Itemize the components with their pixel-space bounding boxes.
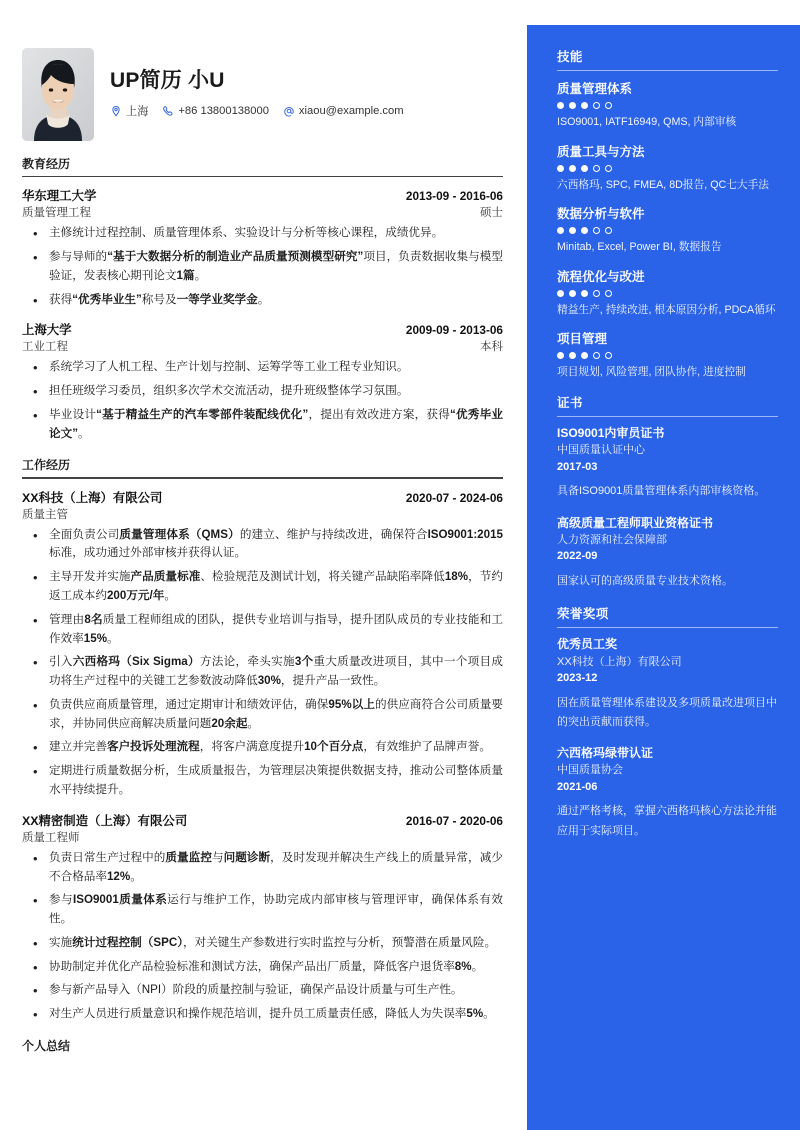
skill-rating: [557, 102, 778, 109]
list-item: • 建立并完善客户投诉处理流程，将客户满意度提升10个百分点，有效维护了品牌声誉。: [22, 738, 503, 757]
list-item: • 参与ISO9001质量体系运行与维护工作，协助完成内部审核与管理评审，确保体系有效性。: [22, 891, 503, 929]
award-date: 2023-12: [557, 672, 598, 685]
list-item: • 协助制定并优化产品检验标准和测试方法，确保产品出厂质量，降低客户退货率8%。: [22, 958, 503, 977]
skill-detail: 六西格玛, SPC, FMEA, 8D报告, QC七大手法: [557, 178, 769, 191]
skill-rating: [557, 165, 778, 172]
education-entry: [22, 186, 503, 309]
list-item: • 负责日常生产过程中的质量监控与问题诊断，及时发现并解决生产线上的质量异常，减少不合格品率12%。: [22, 849, 503, 887]
entry-header: [22, 488, 503, 506]
section-work: [22, 456, 503, 1024]
profile-header: [22, 48, 503, 141]
contact-location: [110, 103, 148, 119]
award-description: 因在质量管理体系建设及多项质量改进项目中的突出贡献而获得。: [557, 696, 777, 728]
divider: [22, 176, 503, 177]
award-issuer: XX科技（上海）有限公司: [557, 655, 682, 668]
degree: 硕士: [480, 207, 503, 220]
school-name: 华东理工大学: [22, 189, 97, 204]
section-education: [22, 155, 503, 443]
award-issuer: 中国质量协会: [557, 764, 623, 777]
sidebar: [527, 25, 800, 1130]
company-name: XX科技（上海）有限公司: [22, 490, 163, 505]
certificate-title: 高级质量工程师职业资格证书: [557, 515, 714, 530]
job-title: 质量工程师: [22, 831, 80, 844]
work-date: 2020-07 - 2024-06: [405, 490, 503, 505]
skill-level-dot: [569, 227, 576, 234]
list-item: • 毕业设计“基于精益生产的汽车零部件装配线优化”，提出有效改进方案，获得“优秀毕业论文”。: [22, 406, 503, 444]
list-item: • 参与新产品导入（NPI）阶段的质量控制与验证，确保产品设计质量与可生产性。: [22, 981, 503, 1000]
skill-rating: [557, 290, 778, 297]
awards-list: [557, 636, 778, 841]
skills-list: [557, 79, 778, 381]
skill-item: [557, 267, 778, 319]
sidebar-title-awards: 荣誉奖项: [557, 607, 609, 622]
section-title-education: 教育经历: [22, 157, 71, 171]
certificate-issuer: 人力资源和社会保障部: [557, 533, 667, 546]
identity-block: [110, 48, 404, 119]
entry-header: [22, 320, 503, 338]
list-item: • 引入六西格玛（Six Sigma）方法论，牵头实施3个重大质量改进项目，其中一个项目成功将生产过程中的关键工艺参数波动降低30%，提升产品一致性。: [22, 653, 503, 691]
skill-rating: [557, 227, 778, 234]
location-pin-icon: [110, 105, 122, 117]
education-entry: [22, 320, 503, 443]
work-entry: [22, 811, 503, 1024]
divider: [557, 70, 778, 71]
sidebar-title-certificates: 证书: [557, 395, 583, 410]
award-title: 优秀员工奖: [557, 637, 618, 652]
award-description: 通过严格考核，掌握六西格玛核心方法论并能应用于实际项目。: [557, 805, 777, 837]
certificate-date: 2017-03: [557, 460, 598, 473]
contact-row: [110, 103, 404, 119]
list-item: • 主修统计过程控制、质量管理体系、实验设计与分析等核心课程，成绩优异。: [22, 224, 503, 243]
entry-subheader: [22, 829, 503, 845]
entry-header: [22, 186, 503, 204]
bullet-list: [22, 358, 503, 443]
certificate-description: 国家认可的高级质量专业技术资格。: [557, 574, 733, 587]
list-item: • 对生产人员进行质量意识和操作规范培训，提升员工质量责任感，降低人为失误率5%。: [22, 1005, 503, 1024]
major: 工业工程: [22, 341, 68, 354]
divider: [557, 416, 778, 417]
skill-level-dot: [593, 352, 600, 359]
skill-level-dot: [605, 102, 612, 109]
entry-header: [22, 811, 503, 829]
phone-text: +86 13800138000: [178, 105, 269, 117]
skill-level-dot: [569, 102, 576, 109]
page-title: UP简历 小U: [110, 69, 225, 92]
skill-detail: 精益生产, 持续改进, 根本原因分析, PDCA循环: [557, 303, 776, 316]
section-title-summary: 个人总结: [22, 1039, 71, 1054]
skill-item: [557, 79, 778, 131]
skill-level-dot: [557, 102, 564, 109]
list-item: • 参与导师的“基于大数据分析的制造业产品质量预测模型研究”项目，负责数据收集与模型验证，发表核心期刊论文1篇。: [22, 248, 503, 286]
certificate-title: ISO9001内审员证书: [557, 425, 665, 440]
bullet-list: [22, 224, 503, 309]
list-item: • 担任班级学习委员，组织多次学术交流活动，提升班级整体学习氛围。: [22, 382, 503, 401]
skill-level-dot: [593, 102, 600, 109]
education-date: 2009-09 - 2013-06: [405, 323, 503, 338]
phone-icon: [162, 105, 174, 117]
skill-name: 流程优化与改进: [557, 269, 645, 284]
section-title-work: 工作经历: [22, 458, 71, 473]
divider: [557, 627, 778, 628]
skill-detail: 项目规划, 风险管理, 团队协作, 进度控制: [557, 366, 746, 379]
skill-detail: ISO9001, IATF16949, QMS, 内部审核: [557, 116, 737, 128]
list-item: • 负责供应商质量管理，通过定期审计和绩效评估，确保95%以上的供应商符合公司质量要求，并协同供应商解决质量问题20余起。: [22, 696, 503, 734]
company-name: XX精密制造（上海）有限公司: [22, 813, 188, 828]
work-list: [22, 488, 503, 1024]
skill-detail: Minitab, Excel, Power BI, 数据报告: [557, 241, 722, 254]
bullet-list: [22, 849, 503, 1024]
skill-level-dot: [581, 290, 588, 297]
list-item: • 管理由8名质量工程师组成的团队，提供专业培训与指导，提升团队成员的专业技能和工作效率15%。: [22, 611, 503, 649]
location-text: 上海: [126, 106, 149, 118]
skill-name: 质量工具与方法: [557, 144, 645, 159]
list-item: • 系统学习了人机工程、生产计划与控制、运筹学等工业工程专业知识。: [22, 358, 503, 377]
skill-level-dot: [557, 227, 564, 234]
award-title: 六西格玛绿带认证: [557, 746, 654, 761]
skill-level-dot: [569, 165, 576, 172]
at-sign-icon: [283, 105, 295, 117]
award-entry: [557, 745, 778, 841]
divider: [22, 477, 503, 478]
email-text: xiaou@example.com: [298, 105, 404, 117]
school-name: 上海大学: [22, 323, 72, 338]
sidebar-section-awards: [557, 604, 778, 841]
skill-level-dot: [557, 290, 564, 297]
list-item: • 实施统计过程控制（SPC），对关键生产参数进行实时监控与分析，预警潜在质量风险。: [22, 934, 503, 953]
skill-name: 质量管理体系: [557, 82, 633, 96]
skill-level-dot: [593, 290, 600, 297]
skill-level-dot: [605, 290, 612, 297]
work-date: 2016-07 - 2020-06: [405, 813, 503, 828]
skill-level-dot: [557, 352, 564, 359]
list-item: • 获得“优秀毕业生”称号及一等学业奖学金。: [22, 291, 503, 310]
skill-level-dot: [581, 352, 588, 359]
list-item: • 全面负责公司质量管理体系（QMS）的建立、维护与持续改进，确保符合ISO9001:2015标准，成功通过外部审核并获得认证。: [22, 526, 503, 564]
education-list: [22, 186, 503, 443]
sidebar-section-skills: [557, 47, 778, 381]
list-item: • 定期进行质量数据分析，生成质量报告，为管理层决策提供数据支持，推动公司整体质量水平持续提升。: [22, 762, 503, 800]
work-entry: [22, 488, 503, 800]
degree: 本科: [480, 341, 503, 354]
certificate-issuer: 中国质量认证中心: [557, 444, 645, 457]
sidebar-section-certificates: [557, 393, 778, 591]
contact-phone: [162, 105, 269, 117]
skill-rating: [557, 352, 778, 359]
skill-level-dot: [593, 227, 600, 234]
skill-level-dot: [569, 352, 576, 359]
award-date: 2021-06: [557, 780, 598, 793]
skill-item: [557, 329, 778, 381]
list-item: • 主导开发并实施产品质量标准、检验规范及测试计划，将关键产品缺陷率降低18%，节约返工成本约200万元/年。: [22, 568, 503, 606]
entry-subheader: [22, 506, 503, 522]
certificate-description: 具备ISO9001质量管理体系内部审核资格。: [557, 485, 766, 498]
skill-level-dot: [605, 352, 612, 359]
skill-item: [557, 142, 778, 194]
major: 质量管理工程: [22, 207, 91, 220]
certificate-entry: [557, 515, 778, 592]
education-date: 2013-09 - 2016-06: [405, 189, 503, 204]
skill-name: 项目管理: [557, 332, 608, 347]
skill-level-dot: [581, 102, 588, 109]
sidebar-title-skills: 技能: [557, 50, 583, 64]
skill-name: 数据分析与软件: [557, 207, 645, 222]
skill-level-dot: [605, 165, 612, 172]
skill-level-dot: [605, 227, 612, 234]
skill-item: [557, 204, 778, 256]
certificates-list: [557, 425, 778, 591]
certificate-entry: [557, 425, 778, 502]
certificate-date: 2022-09: [557, 550, 598, 563]
skill-level-dot: [581, 227, 588, 234]
bullet-list: [22, 526, 503, 800]
skill-level-dot: [557, 165, 564, 172]
skill-level-dot: [593, 165, 600, 172]
skill-level-dot: [581, 165, 588, 172]
section-summary: [22, 1037, 503, 1058]
award-entry: [557, 636, 778, 732]
contact-email: [283, 105, 404, 117]
skill-level-dot: [569, 290, 576, 297]
entry-subheader: [22, 204, 503, 220]
entry-subheader: [22, 338, 503, 354]
avatar: [22, 48, 94, 141]
job-title: 质量主管: [22, 508, 68, 521]
